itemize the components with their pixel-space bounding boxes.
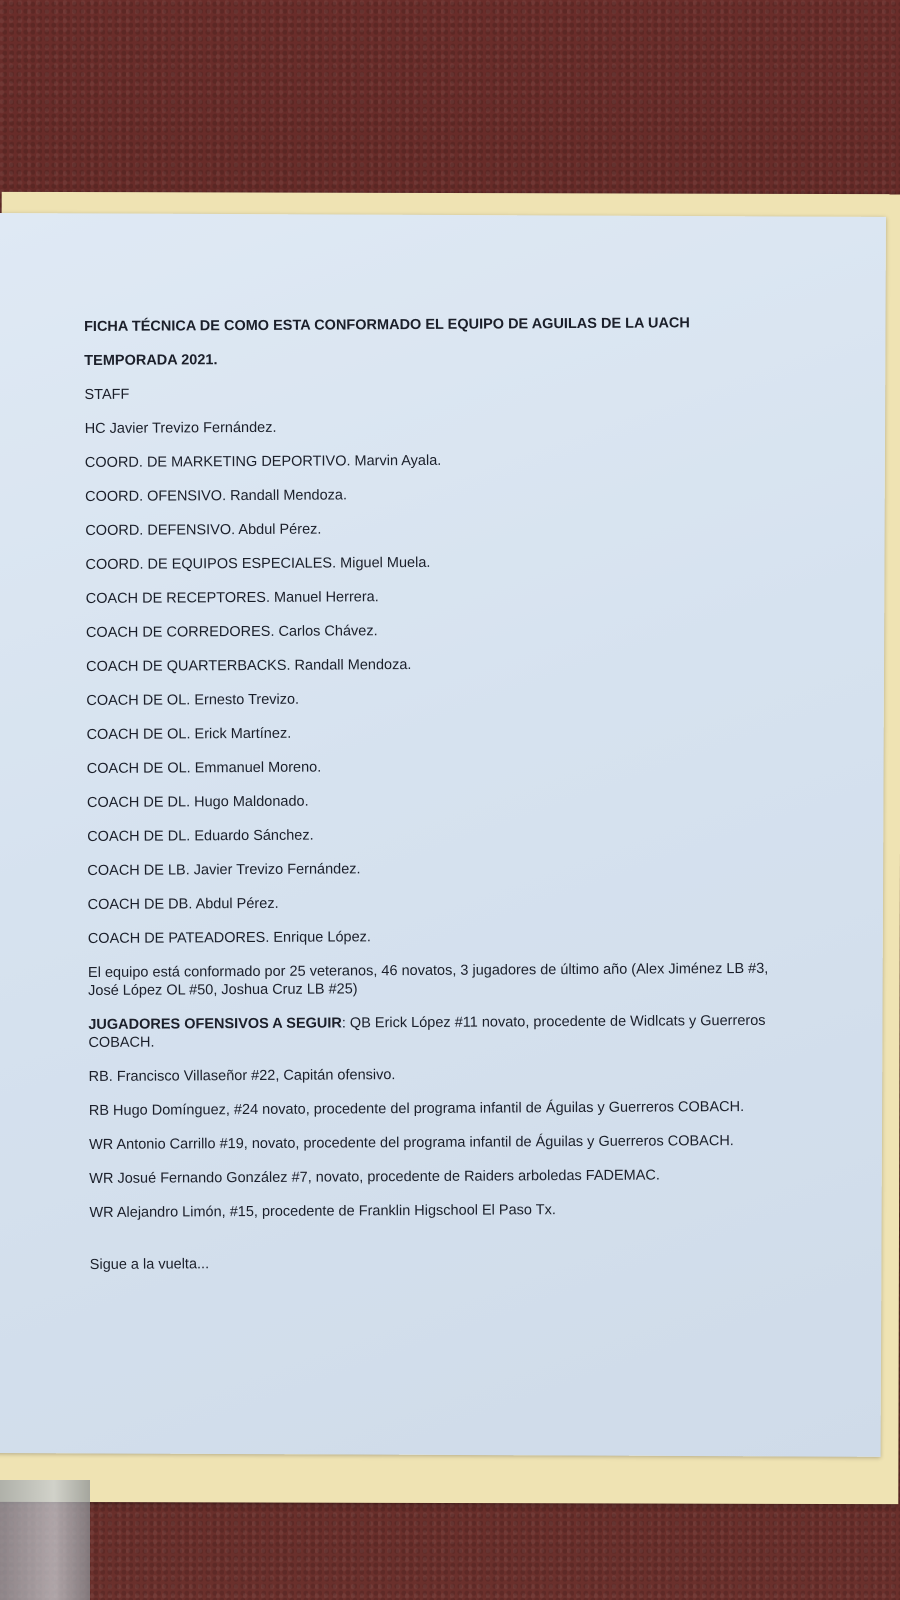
staff-item: COORD. DE MARKETING DEPORTIVO. Marvin Ayala. — [84, 452, 442, 471]
staff-item: COACH DE LB. Javier Trevizo Fernández. — [87, 861, 361, 879]
staff-item: COACH DE OL. Ernesto Trevizo. — [86, 691, 300, 709]
staff-item: COORD. DEFENSIVO. Abdul Pérez. — [85, 521, 322, 539]
staff-item: COACH DE DL. Hugo Maldonado. — [86, 793, 309, 811]
continue-note: Sigue a la vuelta... — [89, 1256, 210, 1273]
staff-item: COORD. OFENSIVO. Randall Mendoza. — [85, 487, 348, 505]
staff-item: COACH DE CORREDORES. Carlos Chávez. — [85, 623, 378, 641]
offense-first-text: : QB Erick López #11 novato, procedente de Widlcats y Guerreros COBACH. — [88, 1012, 766, 1051]
staff-item: COACH DE RECEPTORES. Manuel Herrera. — [85, 589, 379, 607]
players-list — [89, 1064, 780, 1222]
player-item: RB. Francisco Villaseñor #22, Capitán ofensivo. — [88, 1067, 396, 1085]
offense-first-player — [88, 1012, 778, 1052]
staff-item: COORD. DE EQUIPOS ESPECIALES. Miguel Muela. — [85, 554, 431, 573]
staff-heading: STAFF — [84, 386, 130, 403]
document-body — [84, 314, 780, 1274]
staff-item: COACH DE QUARTERBACKS. Randall Mendoza. — [86, 657, 412, 675]
background-object — [0, 1480, 90, 1600]
staff-item: COACH DE DB. Abdul Pérez. — [87, 895, 279, 913]
player-item: WR Josué Fernando González #7, novato, procedente de Raiders arboledas FADEMAC. — [89, 1167, 660, 1187]
player-item: WR Alejandro Limón, #15, procedente de Franklin Higschool El Paso Tx. — [89, 1202, 556, 1221]
team-summary: El equipo está conformado por 25 veteranos, 46 novatos, 3 jugadores de último año (Alex Jiménez LB #3, José López OL #50, Joshua Cruz LB #25) — [87, 960, 769, 999]
staff-item: COACH DE OL. Erick Martínez. — [86, 725, 292, 743]
document-title-line-2: TEMPORADA 2021. — [84, 352, 218, 369]
player-item: WR Antonio Carrillo #19, novato, procedente del programa infantil de Águilas y Guerreros COBACH. — [89, 1133, 734, 1153]
staff-item: COACH DE OL. Emmanuel Moreno. — [86, 759, 322, 777]
staff-item: HC Javier Trevizo Fernández. — [84, 419, 277, 437]
staff-item: COACH DE DL. Eduardo Sánchez. — [87, 827, 314, 845]
staff-item: COACH DE PATEADORES. Enrique López. — [87, 929, 371, 947]
player-item: RB Hugo Domínguez, #24 novato, procedente del programa infantil de Águilas y Guerreros COBACH. — [88, 1098, 745, 1119]
document-title-line-1: FICHA TÉCNICA DE COMO ESTA CONFORMADO EL EQUIPO DE AGUILAS DE LA UACH — [84, 315, 690, 335]
staff-list — [85, 416, 778, 948]
offense-heading: JUGADORES OFENSIVOS A SEGUIR — [88, 1015, 342, 1033]
